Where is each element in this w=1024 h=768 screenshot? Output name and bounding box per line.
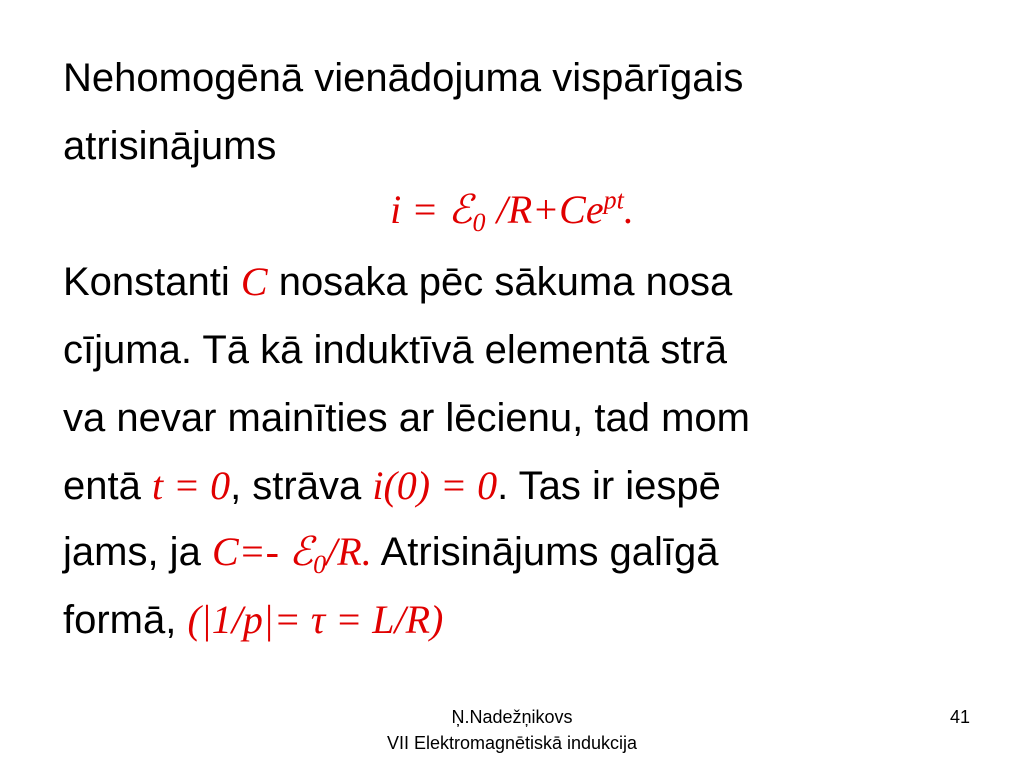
text-line-7 [63, 462, 721, 510]
line9-pre: formā, [63, 598, 188, 642]
line4-pre: Konstanti [63, 260, 241, 304]
emf-subscript: 0 [472, 207, 486, 237]
footer-author: Ņ.Nadežņikovs [451, 707, 573, 727]
page-number: 41 [949, 707, 971, 727]
line7-pre: entā [63, 464, 152, 508]
emf-symbol-2: ℰ [288, 529, 314, 575]
emf-subscript-2: 0 [313, 549, 327, 579]
text-line-4 [63, 258, 732, 306]
emf-symbol: ℰ [448, 187, 473, 233]
text-line-6: va nevar mainīties ar lēcienu, tad mom [63, 396, 750, 440]
formula-line [0, 185, 1024, 237]
line8-pre: jams, ja [63, 530, 212, 574]
formula-end: . [623, 187, 634, 232]
math-time-constant: (|1/p|= τ = L/R) [187, 597, 444, 642]
text-line-2: atrisinājums [63, 124, 277, 168]
line8-post: Atrisinājums galīgā [371, 530, 719, 574]
text-line-1: Nehomogēnā vienādojuma vispārīgais [63, 56, 744, 100]
line7-post: . Tas ir iespē [497, 464, 721, 508]
constant-c: C [240, 259, 268, 304]
footer-course: VII Elektromagnētiskā indukcija [386, 733, 638, 753]
text-line-8 [63, 528, 719, 579]
formula-lhs: i = [390, 187, 449, 232]
math-over-r: /R. [326, 529, 372, 574]
math-c-equals: C=- [211, 529, 289, 574]
formula-rest: /R+Ce [496, 187, 604, 232]
math-t-equals-0: t = 0 [151, 463, 231, 508]
text-line-5: cījuma. Tā kā induktīvā elementā strā [63, 328, 728, 372]
formula-exponent: pt [603, 185, 624, 215]
text-line-9 [63, 596, 443, 644]
math-i0-equals-0: i(0) = 0 [372, 463, 498, 508]
line7-mid: , strāva [230, 464, 373, 508]
footer [0, 704, 1024, 756]
line4-post: nosaka pēc sākuma nosa [267, 260, 733, 304]
